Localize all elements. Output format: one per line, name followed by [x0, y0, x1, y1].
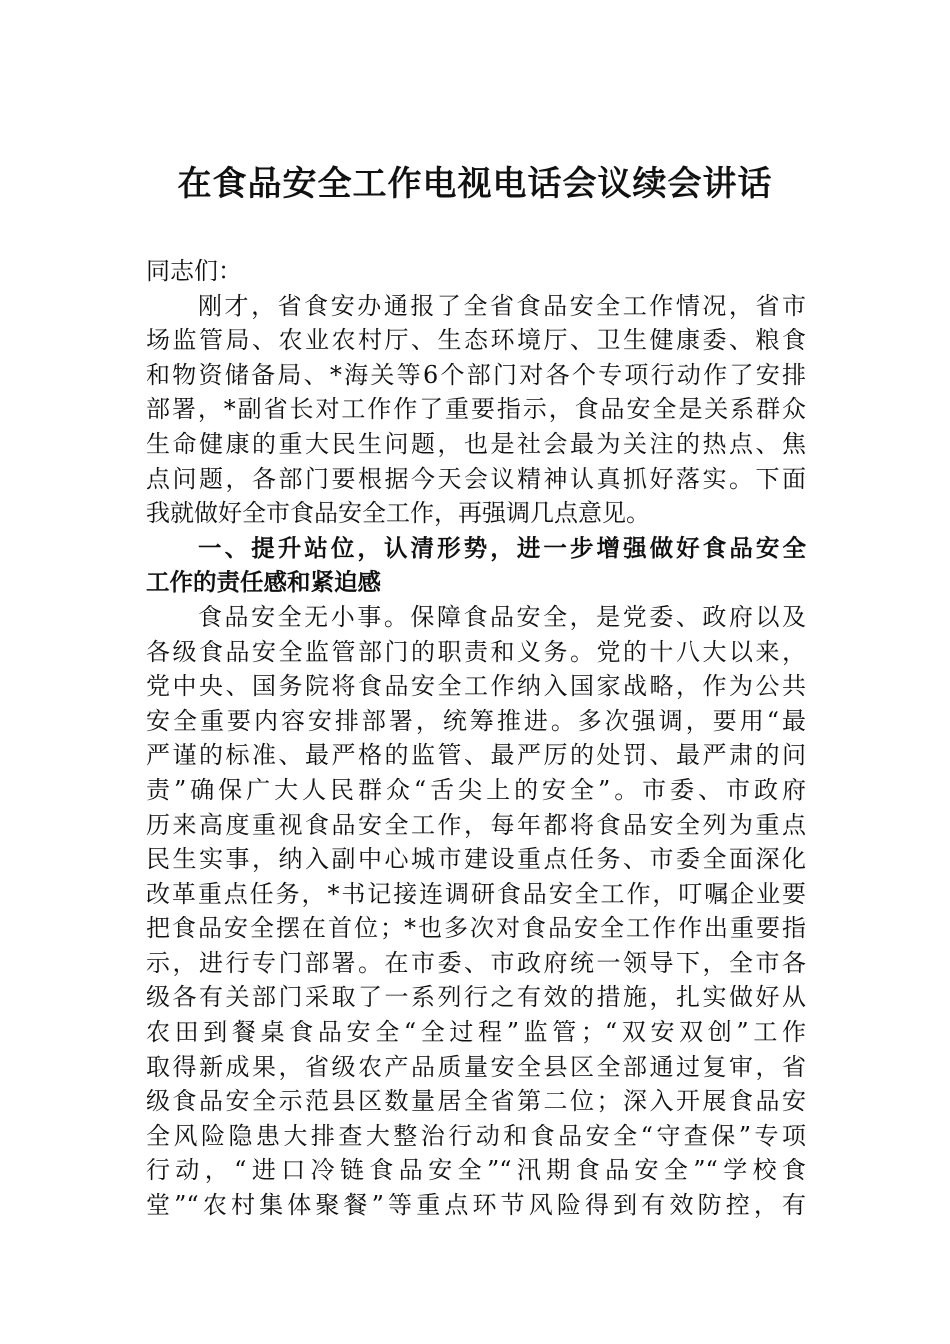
paragraph-line: 历来高度重视食品安全工作，每年都将食品安全列为重点 — [146, 810, 806, 839]
heading-line: 一、提升站位，认清形势，进一步增强做好食品安全 — [198, 533, 806, 562]
paragraph-line: 刚才，省食安办通报了全省食品安全工作情况，省市 — [198, 291, 806, 320]
salutation: 同志们： — [146, 257, 242, 285]
paragraph-line: 严谨的标准、最严格的监管、最严厉的处罚、最严肃的问 — [146, 741, 806, 770]
heading-line: 工作的责任感和紧迫感 — [146, 568, 381, 597]
paragraph-line: 场监管局、农业农村厅、生态环境厅、卫生健康委、粮食 — [146, 326, 806, 355]
paragraph-line: 全风险隐患大排查大整治行动和食品安全“守查保”专项 — [146, 1121, 806, 1150]
paragraph-line: 把食品安全摆在首位；*也多次对食品安全工作作出重要指 — [146, 914, 806, 943]
paragraph-line: 点问题，各部门要根据今天会议精神认真抓好落实。下面 — [146, 464, 806, 493]
paragraph-line: 食品安全无小事。保障食品安全，是党委、政府以及 — [198, 602, 806, 631]
paragraph-line: 责”确保广大人民群众“舌尖上的安全”。市委、市政府 — [146, 775, 806, 804]
paragraph-line: 安全重要内容安排部署，统筹推进。多次强调，要用“最 — [146, 706, 806, 735]
paragraph-line: 各级食品安全监管部门的职责和义务。党的十八大以来， — [146, 637, 806, 666]
paragraph-line: 农田到餐桌食品安全“全过程”监管；“双安双创”工作 — [146, 1018, 806, 1047]
paragraph-line: 堂”“农村集体聚餐”等重点环节风险得到有效防控，有 — [146, 1191, 806, 1220]
paragraph-section-1 — [146, 600, 806, 1223]
section-heading-1 — [146, 531, 806, 600]
paragraph-line: 我就做好全市食品安全工作，再强调几点意见。 — [146, 499, 650, 528]
paragraph-line: 生命健康的重大民生问题，也是社会最为关注的热点、焦 — [146, 429, 806, 458]
paragraph-line: 级食品安全示范县区数量居全省第二位；深入开展食品安 — [146, 1087, 806, 1116]
paragraph-line: 改革重点任务，*书记接连调研食品安全工作，叮嘱企业要 — [146, 879, 806, 908]
document-title: 在食品安全工作电视电话会议续会讲话 — [177, 164, 773, 204]
paragraph-line: 党中央、国务院将食品安全工作纳入国家战略，作为公共 — [146, 672, 806, 701]
document-body — [146, 254, 806, 1223]
paragraph-line: 级各有关部门采取了一系列行之有效的措施，扎实做好从 — [146, 983, 806, 1012]
paragraph-intro — [146, 289, 806, 531]
paragraph-line: 取得新成果，省级农产品质量安全县区全部通过复审，省 — [146, 1052, 806, 1081]
paragraph-line: 示，进行专门部署。在市委、市政府统一领导下，全市各 — [146, 948, 806, 977]
paragraph-line: 和物资储备局、*海关等6个部门对各个专项行动作了安排 — [146, 360, 806, 389]
paragraph-line: 部署，*副省长对工作作了重要指示，食品安全是关系群众 — [146, 395, 806, 424]
paragraph-line: 行动，“进口冷链食品安全”“汛期食品安全”“学校食 — [146, 1156, 806, 1185]
paragraph-line: 民生实事，纳入副中心城市建设重点任务、市委全面深化 — [146, 845, 806, 874]
